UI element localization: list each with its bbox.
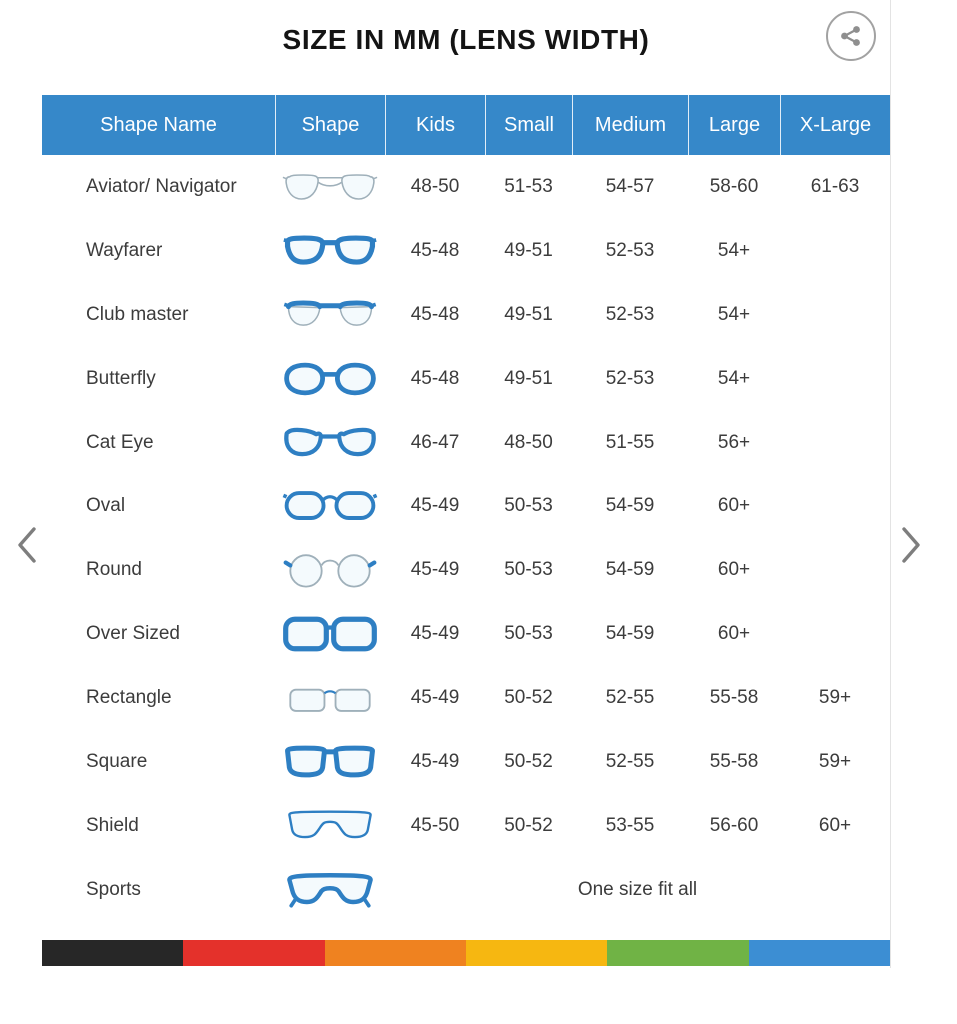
size-value: 52-55 xyxy=(605,750,655,772)
rectangle-glasses-icon xyxy=(275,677,385,719)
column-header-small: Small xyxy=(485,95,572,155)
size-value: 45-48 xyxy=(410,239,460,261)
size-value: 50-53 xyxy=(504,623,553,645)
share-icon xyxy=(839,24,863,48)
shape-name-label: Over Sized xyxy=(86,623,180,645)
shield-glasses-icon xyxy=(275,805,385,847)
stripe-segment xyxy=(42,940,183,966)
size-value: 45-49 xyxy=(410,495,460,517)
size-value: 45-49 xyxy=(410,623,460,645)
size-value: 46-47 xyxy=(410,431,460,453)
stripe-segment xyxy=(749,940,890,966)
page-title: SIZE IN MM (LENS WIDTH) xyxy=(282,24,650,55)
size-value: 51-55 xyxy=(605,431,655,453)
table-row xyxy=(42,474,890,538)
size-value: 56-60 xyxy=(709,814,759,836)
size-value: 50-53 xyxy=(504,495,553,517)
size-value: 49-51 xyxy=(504,239,553,261)
shape-name-label: Round xyxy=(86,559,142,581)
shape-name-label: Oval xyxy=(86,495,126,517)
carousel-next-button[interactable] xyxy=(894,521,928,569)
one-size-label: One size fit all xyxy=(577,878,698,900)
sports-glasses-icon xyxy=(275,868,385,912)
oversized-glasses-icon xyxy=(275,612,385,656)
size-value: 56+ xyxy=(717,431,751,453)
stripe-segment xyxy=(466,940,607,966)
aviator-glasses-icon xyxy=(275,166,385,208)
chevron-left-icon xyxy=(14,523,40,567)
carousel-prev-button[interactable] xyxy=(10,521,44,569)
size-value: 58-60 xyxy=(709,175,759,197)
size-value: 54-57 xyxy=(605,175,655,197)
shape-name-label: Aviator/ Navigator xyxy=(86,175,237,197)
wayfarer-glasses-icon xyxy=(275,230,385,272)
size-value: 54+ xyxy=(717,303,751,325)
size-value: 61-63 xyxy=(810,175,860,197)
size-value: 50-53 xyxy=(504,559,553,581)
size-value: 50-52 xyxy=(504,750,553,772)
shape-name-label: Square xyxy=(86,750,148,772)
shape-name-label: Shield xyxy=(86,814,139,836)
size-value: 49-51 xyxy=(504,303,553,325)
column-header-x-large: X-Large xyxy=(780,95,890,155)
table-row xyxy=(42,411,890,475)
table-row xyxy=(42,666,890,730)
size-value: 60+ xyxy=(717,495,751,517)
size-value: 45-49 xyxy=(410,687,460,709)
brand-color-stripe xyxy=(42,940,890,966)
size-value: 60+ xyxy=(717,623,751,645)
table-row xyxy=(42,347,890,411)
column-header-kids: Kids xyxy=(385,95,485,155)
size-value: 49-51 xyxy=(504,367,553,389)
size-value: 45-48 xyxy=(410,367,460,389)
table-row xyxy=(42,794,890,858)
table-header-row xyxy=(42,95,890,155)
size-value: 51-53 xyxy=(504,175,553,197)
size-value: 54-59 xyxy=(605,623,655,645)
table-row xyxy=(42,538,890,602)
table-body xyxy=(42,155,890,922)
size-value: 54+ xyxy=(717,239,751,261)
round-glasses-icon xyxy=(275,548,385,592)
size-chart-table xyxy=(42,95,890,922)
square-glasses-icon xyxy=(275,740,385,784)
clubmaster-glasses-icon xyxy=(275,294,385,336)
size-value: 52-55 xyxy=(605,687,655,709)
size-value: 60+ xyxy=(818,814,852,836)
column-header-large: Large xyxy=(688,95,780,155)
size-value: 45-49 xyxy=(410,750,460,772)
table-row xyxy=(42,730,890,794)
size-value: 55-58 xyxy=(709,750,759,772)
size-value: 59+ xyxy=(818,687,852,709)
column-header-shape: Shape xyxy=(275,95,385,155)
size-value: 48-50 xyxy=(410,175,460,197)
column-header-shape-name: Shape Name xyxy=(100,113,217,136)
table-row xyxy=(42,155,890,219)
stripe-segment xyxy=(183,940,324,966)
size-value: 55-58 xyxy=(709,687,759,709)
card-right-edge xyxy=(890,0,891,968)
size-value: 60+ xyxy=(717,559,751,581)
size-value: 59+ xyxy=(818,750,852,772)
shape-name-label: Club master xyxy=(86,303,189,325)
shape-name-label: Cat Eye xyxy=(86,431,154,453)
stripe-segment xyxy=(607,940,748,966)
stripe-segment xyxy=(325,940,466,966)
butterfly-glasses-icon xyxy=(275,357,385,401)
table-row xyxy=(42,283,890,347)
table-row xyxy=(42,858,890,922)
table-row xyxy=(42,602,890,666)
size-value: 54-59 xyxy=(605,559,655,581)
shape-name-label: Sports xyxy=(86,878,141,900)
size-value: 50-52 xyxy=(504,814,553,836)
shape-name-label: Rectangle xyxy=(86,687,172,709)
share-button[interactable] xyxy=(826,11,876,61)
size-value: 52-53 xyxy=(605,239,655,261)
oval-glasses-icon xyxy=(275,485,385,527)
size-value: 48-50 xyxy=(504,431,553,453)
size-value: 52-53 xyxy=(605,367,655,389)
size-value: 50-52 xyxy=(504,687,553,709)
cateye-glasses-icon xyxy=(275,422,385,464)
table-row xyxy=(42,219,890,283)
column-header-medium: Medium xyxy=(572,95,688,155)
chevron-right-icon xyxy=(898,523,924,567)
shape-name-label: Wayfarer xyxy=(86,239,163,261)
size-value: 53-55 xyxy=(605,814,655,836)
size-value: 54+ xyxy=(717,367,751,389)
size-value: 45-49 xyxy=(410,559,460,581)
size-value: 45-48 xyxy=(410,303,460,325)
shape-name-label: Butterfly xyxy=(86,367,156,389)
size-value: 45-50 xyxy=(410,814,460,836)
size-value: 52-53 xyxy=(605,303,655,325)
size-value: 54-59 xyxy=(605,495,655,517)
